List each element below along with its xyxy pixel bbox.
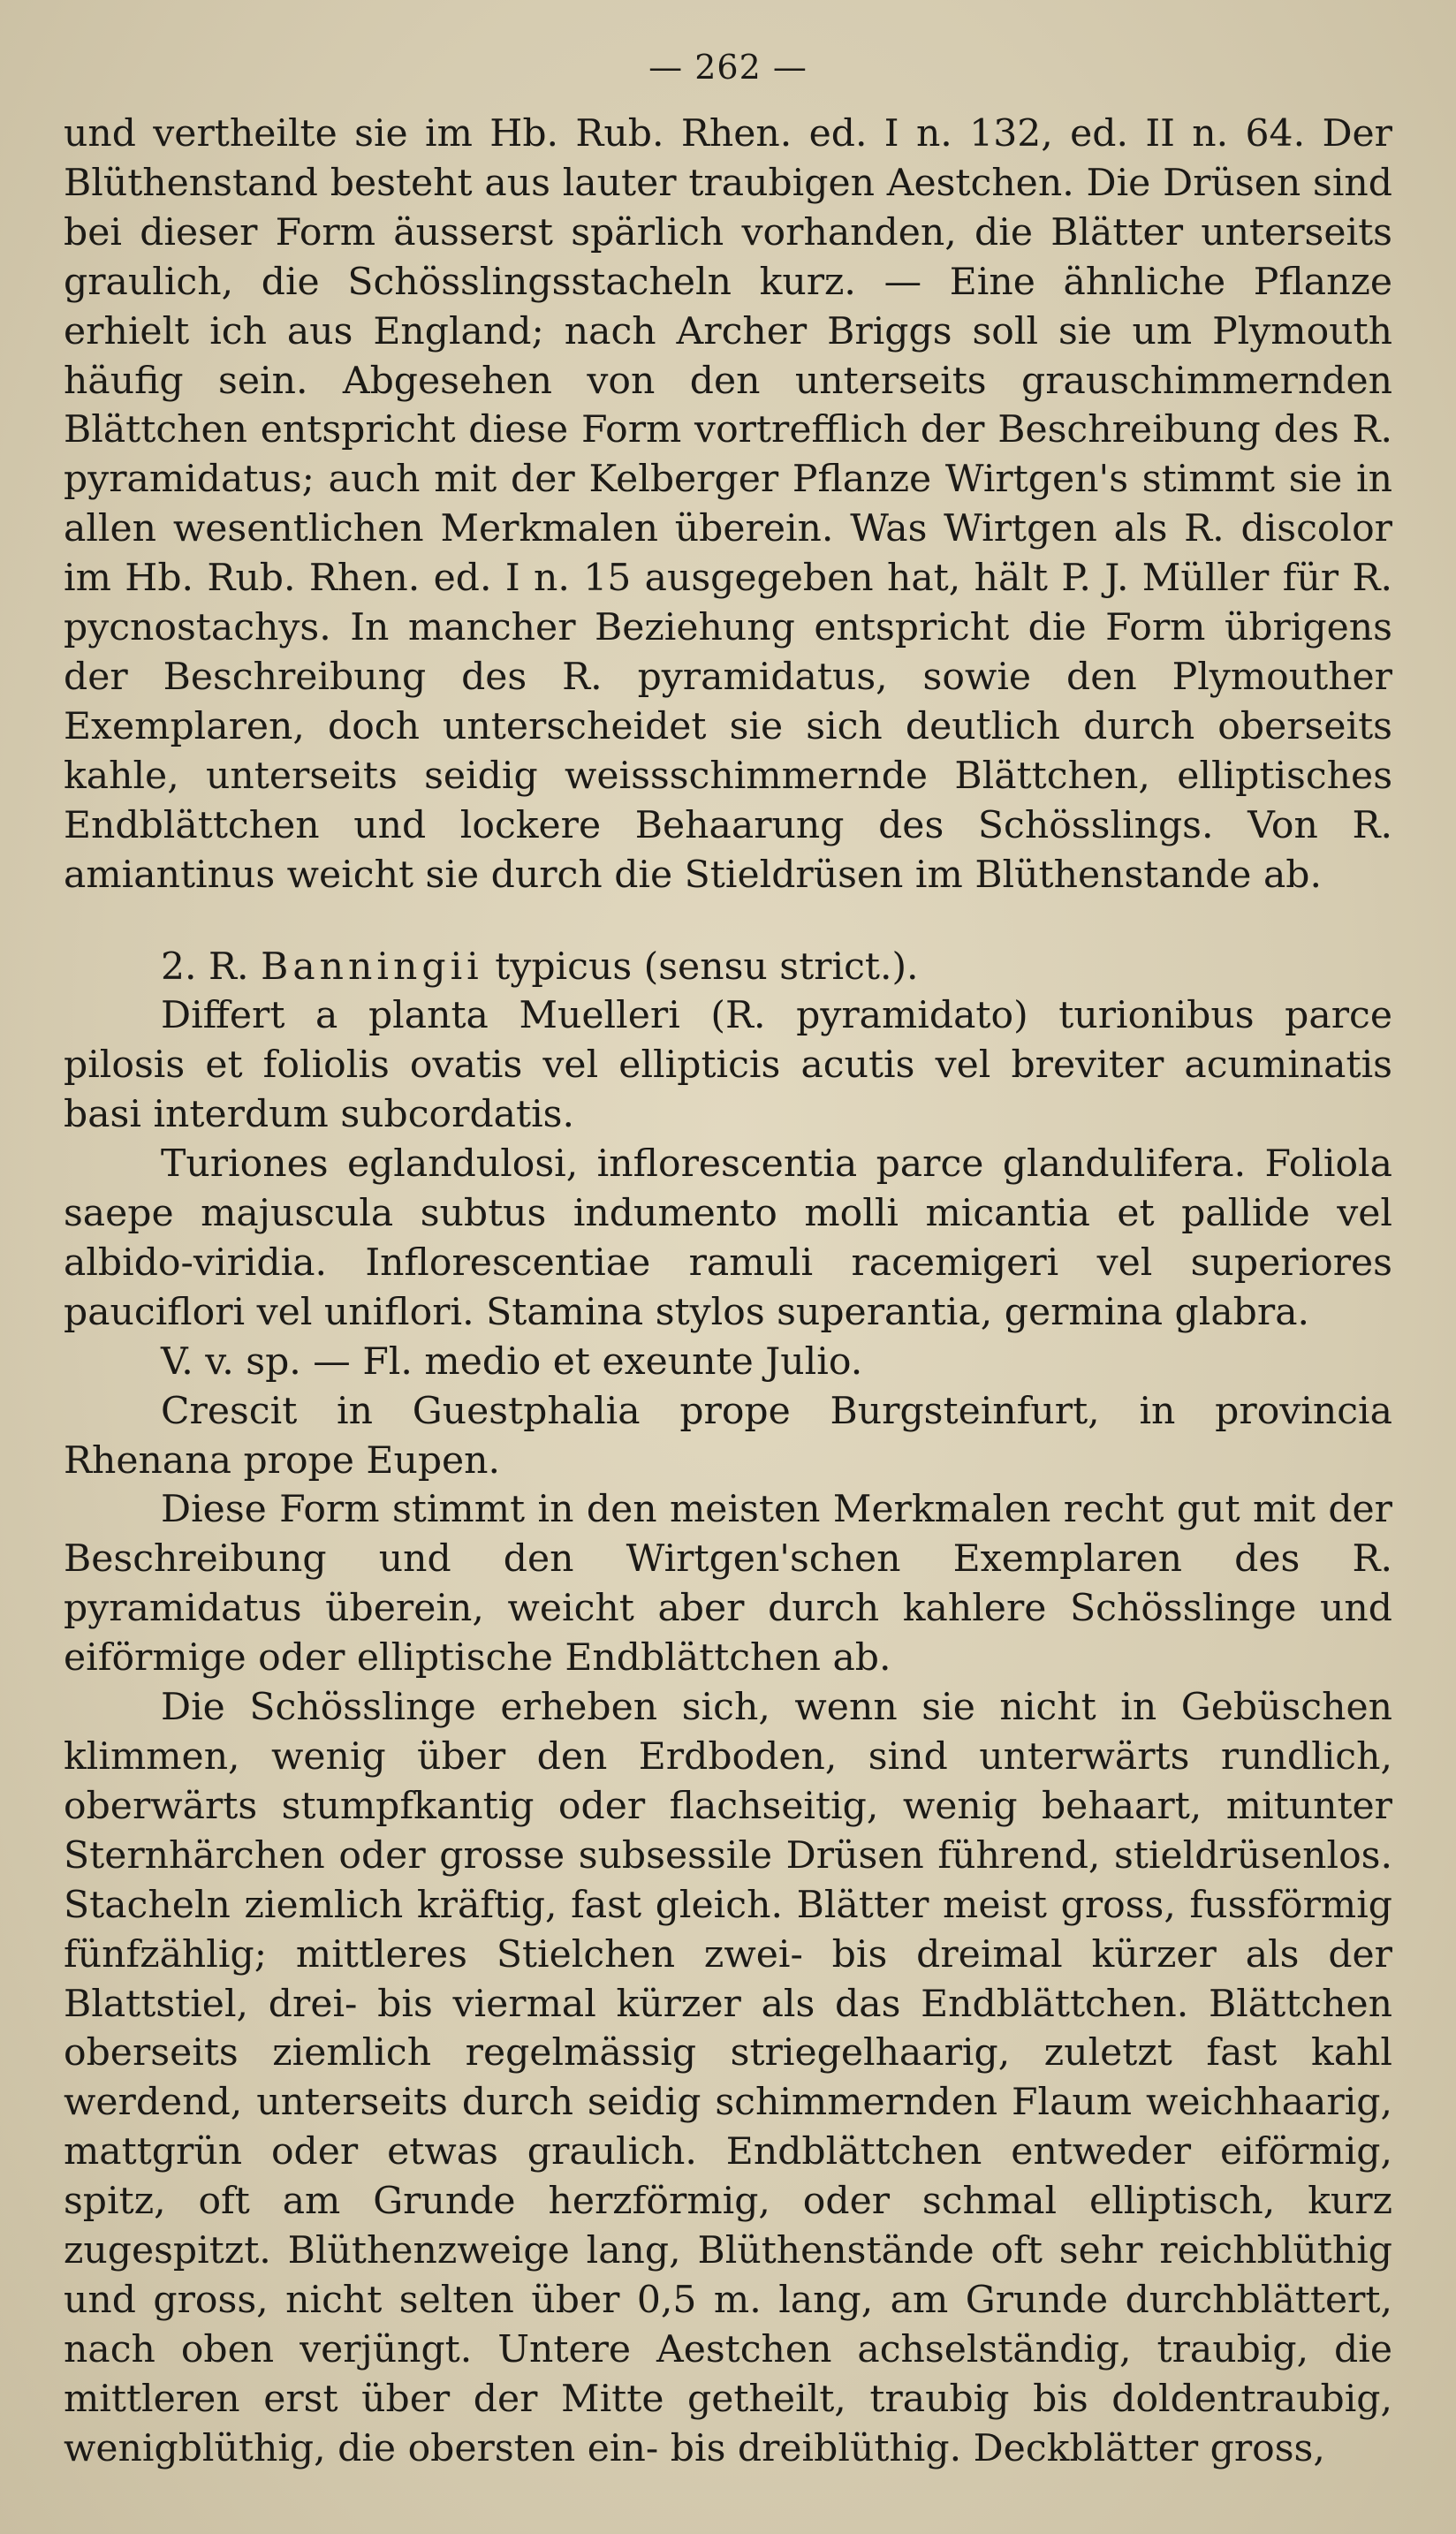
description-paragraph: Die Schösslinge erheben sich, wenn sie nicht in Gebüschen klimmen, wenig über den Erdboden, sind unterwärts rundlich, oberwärts stumpfkantig oder flachseitig, wenig behaart, mitunter Sternhärchen oder grosse subsessile Drüsen führend, stieldrüsenlos. Stacheln ziemlich kräftig, fast gleich. Blätter meist gross, fussförmig fünfzählig; mittleres Stielchen zwei- bis dreimal kürzer als der Blattstiel, drei- bis viermal kürzer als das Endblättchen. Blättchen oberseits ziemlich regelmässig striegelhaarig, zuletzt fast kahl werdend, unterseits durch seidig schimmernden Flaum weichhaarig, mattgrün oder etwas graulich. Endblättchen entweder eiförmig, spitz, oft am Grunde herzförmig, oder schmal elliptisch, kurz zugespitzt. Blüthenzweige lang, Blüthenstände oft sehr reichblüthig und gross, nicht selten über 0,5 m. lang, am Grunde durchblättert, nach oben verjüngt. Untere Aestchen achselständig, traubig, die mittleren erst über der Mitte getheilt, traubig bis doldentraubig, wenigblüthig, die obersten ein- bis dreiblüthig. Deckblätter gross, bbox=[64, 1686, 1392, 2470]
latin-description: Turiones eglandulosi, inflorescentia parce glandulifera. Foliola saepe majuscula subtus indumento molli micantia et pallide vel albido-viridia. Inflorescentiae ramuli racemigeri vel superiores pauciflori vel uniflori. Stamina stylos superantia, germina glabra. bbox=[64, 1142, 1392, 1334]
species-heading bbox=[64, 943, 1392, 992]
section-gap bbox=[64, 900, 1392, 943]
locality-note: Crescit in Guestphalia prope Burgsteinfurt, in provincia Rhenana prope Eupen. bbox=[64, 1389, 1392, 1483]
paragraph-continuation: und vertheilte sie im Hb. Rub. Rhen. ed. I n. 132, ed. II n. 64. Der Blüthenstand besteht aus lauter traubigen Aestchen. Die Drüsen sind bei dieser Form äusserst spärlich vorhanden, die Blätter unterseits graulich, die Schösslingsstacheln kurz. — Eine ähnliche Pflanze erhielt ich aus England; nach Archer Briggs soll sie um Plymouth häufig sein. Abgesehen von den unterseits grauschimmernden Blättchen entspricht diese Form vortrefflich der Beschreibung des R. pyramidatus; auch mit der Kelberger Pflanze Wirtgen's stimmt sie in allen wesentlichen Merkmalen überein. Was Wirtgen als R. discolor im Hb. Rub. Rhen. ed. I n. 15 ausgegeben hat, hält P. J. Müller für R. pycnostachys. In mancher Beziehung entspricht die Form übrigens der Beschreibung des R. pyramidatus, sowie den Plymouther Exemplaren, doch unterscheidet sie sich deutlich durch oberseits kahle, unterseits seidig weissschimmernde Blättchen, elliptisches Endblättchen und lockere Behaarung des Schösslings. Von R. amiantinus weicht sie durch die Stieldrüsen im Blüthenstande ab. bbox=[64, 112, 1392, 897]
heading-species-name: Banningii bbox=[261, 945, 483, 989]
heading-qualifier: typicus (sensu strict.). bbox=[495, 945, 919, 989]
heading-number: 2. R. bbox=[161, 945, 249, 989]
latin-diagnosis: Differt a planta Muelleri (R. pyramidato) turionibus parce pilosis et foliolis ovatis vel ellipticis acutis vel breviter acuminatis basi interdum subcordatis. bbox=[64, 994, 1392, 1137]
page-number: — 262 — bbox=[648, 48, 808, 87]
comparison-paragraph: Diese Form stimmt in den meisten Merkmalen recht gut mit der Beschreibung und den Wirtgen'schen Exemplaren des R. pyramidatus überein, weicht aber durch kahlere Schösslinge und eiförmige oder elliptische Endblättchen ab. bbox=[64, 1488, 1392, 1680]
specimen-note: V. v. sp. — Fl. medio et exeunte Julio. bbox=[161, 1339, 863, 1384]
